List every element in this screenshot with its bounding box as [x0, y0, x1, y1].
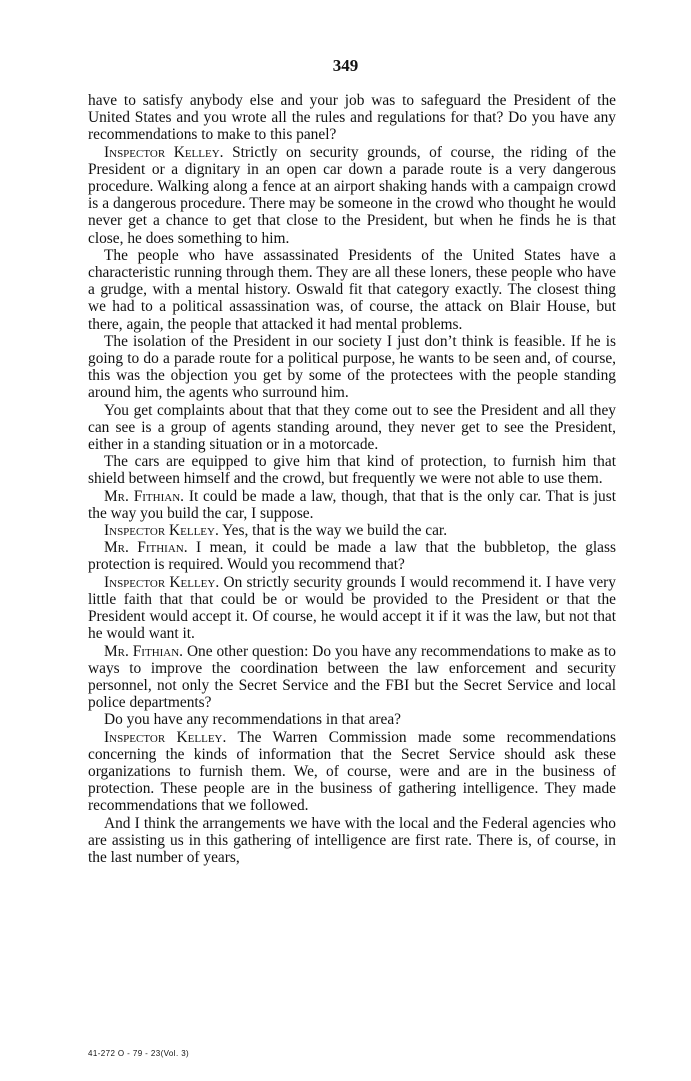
speaker-label: Inspector Kelley.	[104, 143, 224, 161]
paragraph	[88, 92, 616, 144]
paragraph	[88, 333, 616, 402]
paragraph-text: One other question: Do you have any recommendations to make as to ways to improve the coordination between the law enforcement and security personnel, not only the Secret Service and the FBI but the Secret Service and local police departments?	[88, 642, 616, 712]
paragraph-text: Strictly on security grounds, of course, the riding of the President or a dignitary in an open car down a parade route is a very dangerous procedure. Walking along a fence at an airport shaking hands with a campaign crowd is a dangerous procedure. There may be someone in the crowd who thought he would never get a chance to get that close to the President, but when he finds he is that close, he does something to him.	[88, 143, 616, 247]
speaker-label: Mr. Fithian.	[104, 539, 188, 557]
paragraph	[88, 247, 616, 333]
paragraph-text: have to satisfy anybody else and your job was to safeguard the President of the United States and you wrote all the rules and regulations for that? Do you have any recommendations to make to this panel?	[88, 92, 616, 144]
paragraph	[88, 402, 616, 454]
paragraph	[88, 488, 616, 522]
paragraph-text: I mean, it could be made a law that the bubbletop, the glass protection is required. Would you recommend that?	[88, 539, 616, 574]
speaker-label: Mr. Fithian.	[104, 487, 184, 505]
paragraph-text: You get complaints about that that they come out to see the President and all they can see is a group of agents standing around, they never get to see the President, either in a standing situation or in a motorcade.	[88, 401, 616, 454]
paragraph-text: The people who have assassinated Presidents of the United States have a characteristic running through them. They are all these loners, these people who have a grudge, with a mental history. Oswald fit that category exactly. The closest thing we had to a political assassination was, of course, the attack on Blair House, but there, again, the people that attacked it had mental problems.	[88, 246, 616, 333]
paragraph-text: The Warren Commission made some recommendations concerning the kinds of information that the Secret Service should ask these organizations to furnish them. We, of course, were and are in the business of protection. These people are in the business of gathering intelligence. They made recommendations that we followed.	[88, 728, 617, 815]
paragraph-text: The cars are equipped to give him that kind of protection, to furnish him that shield between himself and the crowd, but frequently we were not able to use them.	[88, 453, 616, 488]
print-footer: 41-272 O - 79 - 23(Vol. 3)	[88, 1049, 190, 1058]
page-number: 349	[332, 56, 359, 75]
paragraph	[88, 522, 616, 539]
paragraph-text: Yes, that is the way we build the car.	[222, 522, 448, 540]
paragraph	[88, 144, 616, 247]
paragraph	[88, 574, 616, 643]
speaker-label: Inspector Kelley.	[104, 573, 220, 591]
paragraph-text: And I think the arrangements we have with the local and the Federal agencies who are assisting us in this gathering of intelligence are first rate. There is, of course, in the last number of years,	[88, 814, 616, 866]
paragraph	[88, 711, 616, 728]
speaker-label: Inspector Kelley.	[104, 728, 227, 746]
speaker-label: Mr. Fithian.	[104, 642, 184, 660]
paragraph	[88, 643, 616, 712]
paragraph	[88, 539, 616, 573]
testimony-text	[88, 92, 616, 866]
paragraph-text: Do you have any recommendations in that area?	[104, 711, 402, 729]
paragraph-text: It could be made a law, though, that that is the only car. That is just the way you build the car, I suppose.	[88, 487, 616, 522]
paragraph-text: The isolation of the President in our society I just don’t think is feasible. If he is going to do a parade route for a political purpose, he wants to be seen and, of course, this was the objection you get by some of the protectees with the people standing around him, the agents who surround him.	[88, 332, 616, 402]
paragraph-text: On strictly security grounds I would recommend it. I have very little faith that that could be or would be provided to the President or that the President would accept it. Of course, he would accept it if it was the law, but not that he would want it.	[88, 573, 616, 643]
paragraph	[88, 453, 616, 487]
speaker-label: Inspector Kelley.	[104, 522, 219, 540]
paragraph	[88, 729, 616, 815]
paragraph	[88, 815, 616, 867]
